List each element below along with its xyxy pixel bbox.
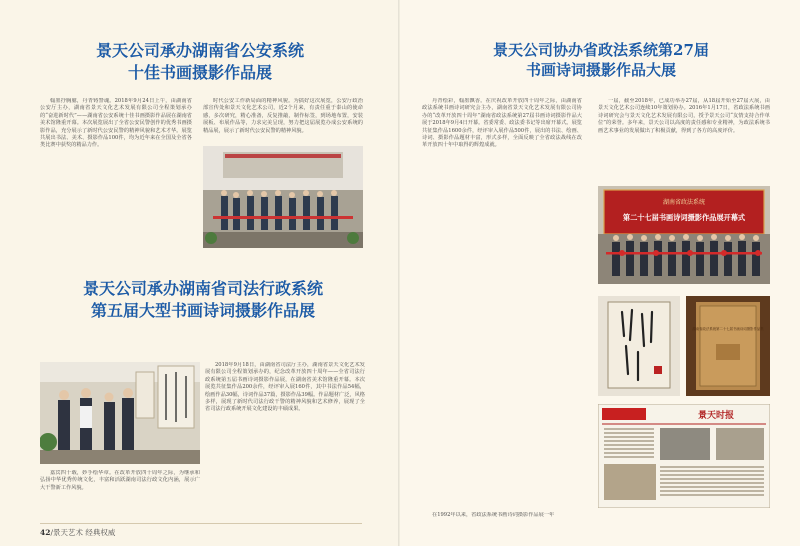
- exhibition-catalog-photo: [686, 296, 770, 396]
- article3-title-line1: 景天公司协办省政法系统第27届: [493, 41, 709, 59]
- page-number: 42: [40, 528, 51, 537]
- opening-ceremony-photo: [598, 186, 770, 284]
- article2-title-line2: 第五届大型书画诗词摄影作品展: [90, 300, 315, 320]
- banner-title: 第二十七届书画诗词摄影作品展开幕式: [622, 213, 746, 222]
- article3-column-1-text: 丹青绘彩，翰墨飘香。在庆祝改革开放四十周年之际，由湖南省政法系统书画诗词研究会主办，湖南省景天文化艺术发展有限公司协办的“改革开放四十周年”湖南省政法系统第27届书画诗词摄影作品大展于2018年9月4日开幕。省委常委、政法委书记等出席开幕式。展览共征集作品1600余件，经评审入展作品500件，展出的书法、绘画、诗词、摄影作品题材丰富，形式多样，全面反映了全省政法战线在改革开放四十年中取得的辉煌成就。: [422, 98, 582, 149]
- article2-title-line1: 景天公司承办湖南省司法行政系统: [82, 279, 323, 298]
- article1-title-line1: 景天公司承办湖南省公安系统: [95, 41, 304, 60]
- article1-column-2-text: 时代公安工作新局面的精神风貌。为搞好这次展览，公安厅政治部宣传处和景天文化艺术公司，近2个月来，有责任重于泰山的使命感，多次研究，精心准备，反复推敲，制作标签，到场地布置，安装展板、布展作品等，力求完美呈现，努力把这届展览办成公安系统的精品展，展示了新时代公安民警的精神风貌。: [203, 98, 363, 134]
- article3-column-2: [598, 98, 770, 174]
- page-footer: [40, 527, 115, 538]
- footer-section-text: /景天艺术 经典权威: [50, 528, 116, 537]
- footer-rule: [40, 523, 362, 524]
- article1-column-1-text: 翰墨抒胸臆，丹青铸警魂。2018年9月24日上午，由湖南省公安厅主办，湖南省景天文化艺术发展有限公司全程策划承办的“奋进新时代”——湖南省公安系统十佳书画摄影作品展在湖南省美术馆隆重开幕。本次展览展出了全省公安民警创作的优秀书画摄影作品，充分展示了新时代公安民警的精神风貌和艺术才华。展览共展出书法、美术、摄影作品100件，均为近年来在全国及全省各类比赛中获奖的精品力作。: [40, 98, 192, 149]
- banner-org: 湖南省政法系统: [662, 199, 706, 206]
- article2-column-1-text: 2018年9月18日，由湖南省司法厅主办，湖南省景天文化艺术发展有限公司全程策划承办的，纪念改革开放四十周年——全省司法行政系统第五届书画诗词摄影作品展，在湖南省美术馆隆重开幕。本次展览共征集作品200余件，经评审入展160件，其中书法作品54幅，绘画作品30幅，诗词作品37篇，摄影作品39幅。作品题材广泛，风格多样，展现了新时代司法行政干警的精神风貌和艺术修养，展现了全省司法行政系统开展文化建设的丰硕成果。: [205, 362, 365, 413]
- article1-column-2: [203, 98, 363, 140]
- article1-title-line2: 十佳书画摄影作品展: [127, 62, 272, 82]
- police-exhibition-photo: [203, 146, 363, 248]
- article2-caption-text: 嘉宾四十载，妙手绘华章。在改革开放四十周年之际，为继承和弘扬中华优秀传统文化，丰富和活跃湖南司法行政文化内涵，展示广大干警新工作风貌。: [40, 470, 200, 491]
- newspaper-clipping: [598, 404, 770, 508]
- article1-column-1: [40, 98, 192, 270]
- newspaper-title: 景天时报: [698, 411, 735, 421]
- article1-title: [40, 40, 360, 83]
- book-title: 湖南省政法系统第二十七届书画诗词摄影作品集: [692, 327, 764, 331]
- right-page: [400, 0, 800, 546]
- article2-column-1: [205, 362, 365, 512]
- article3-title: [405, 40, 797, 81]
- article3-column-3-text: 在1992年以来，省政法系统书画诗词摄影作品展一年: [432, 512, 555, 518]
- article3-title-line2: 书画诗词摄影作品大展: [525, 61, 676, 80]
- article2-caption: [40, 470, 200, 514]
- justice-exhibition-photo: [40, 362, 200, 464]
- article2-title: [38, 278, 368, 321]
- article3-column-3: [422, 512, 582, 522]
- article3-column-1: [422, 98, 582, 508]
- calligraphy-book-photo: [598, 296, 680, 396]
- article3-column-2-text: 一届，截至2018年，已成功举办27届，从18届开始至27届大展，由景天文化艺术公司连续10年策划协办。2016年1月17日，省政法系统书画诗词研究会与景天文化艺术发展有限公司，授予景天公司“友情支持合作单位”的荣誉。多年来，景天公司以高度的责任感和专业精神，为政法系统书画艺术事业的发展做出了积极贡献，得到了各方的高度评价。: [598, 98, 770, 134]
